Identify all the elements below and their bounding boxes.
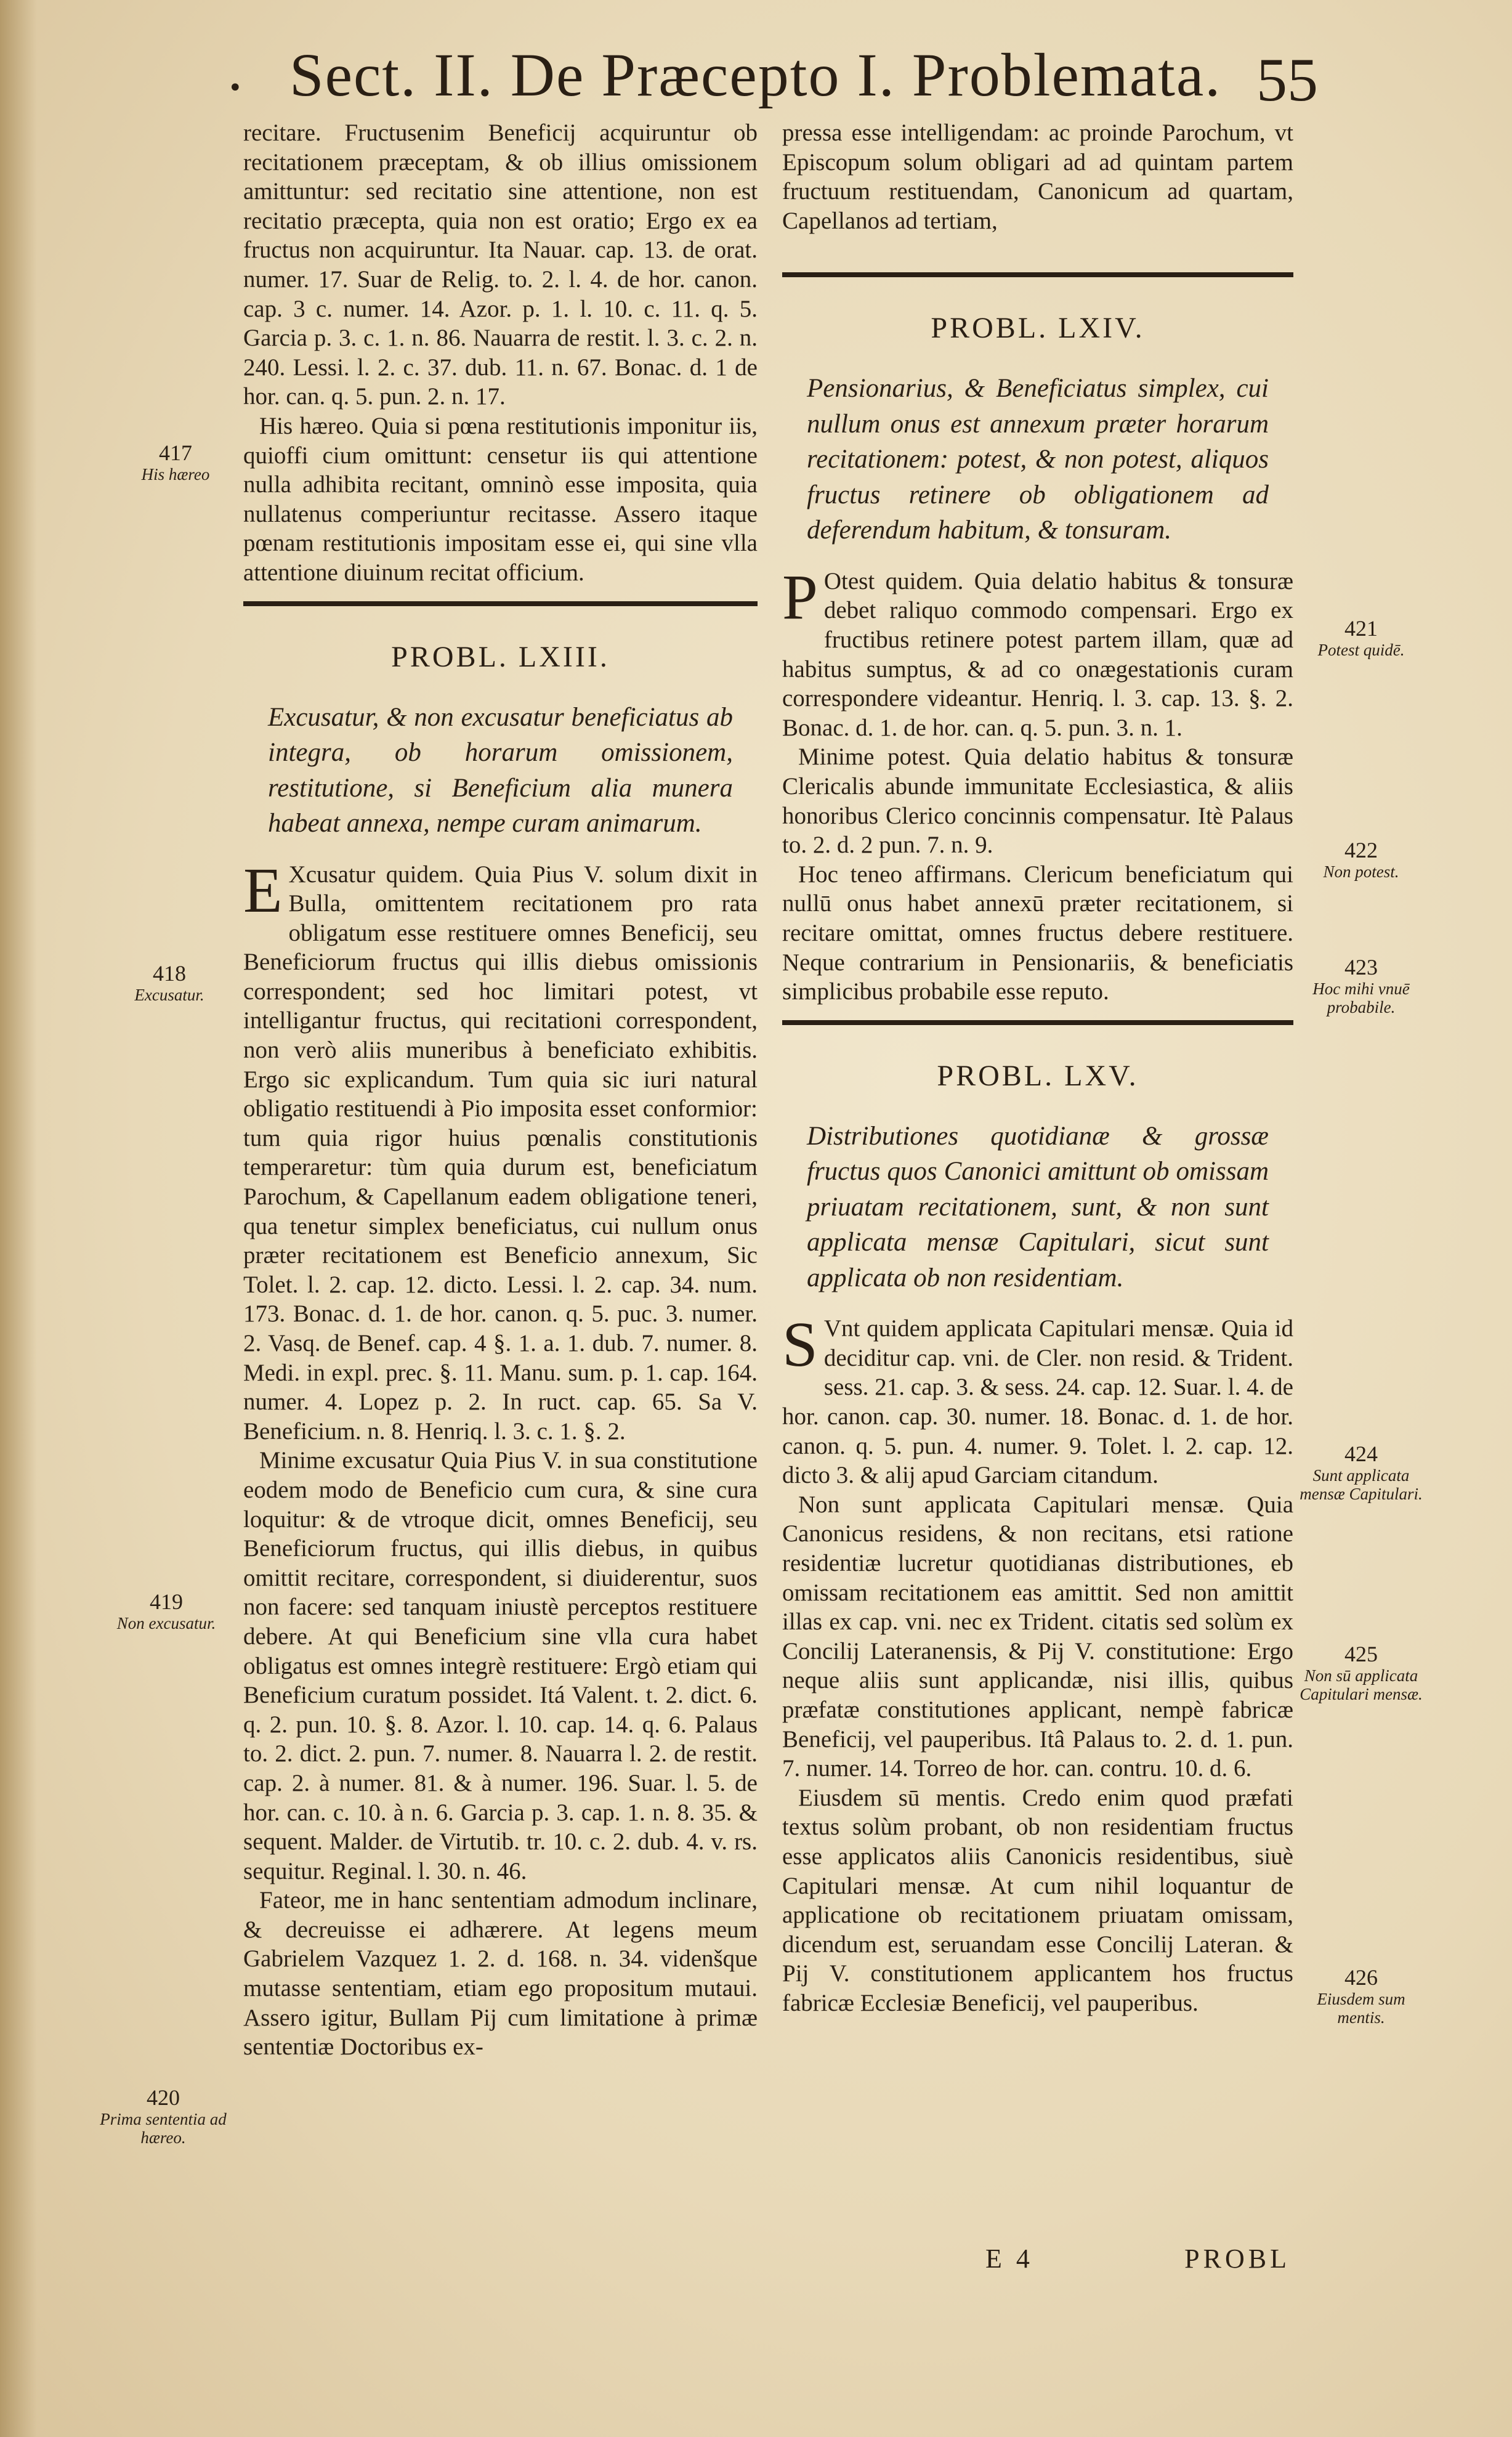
page-number: 55 bbox=[1256, 46, 1318, 114]
margin-note-text: His hæreo bbox=[141, 465, 210, 484]
margin-note bbox=[1296, 1442, 1426, 1503]
margin-note bbox=[102, 1589, 231, 1632]
paragraph-text: Otest quidem. Quia delatio habitus & tonsuræ debet raliquo commodo compensari. Ergo ex fructibus retinere potest partem illam, quæ ad habitus sumptus, & ad co onægestationis curam correspondere videantur. Henriq. l. 3. cap. 13. §. 2. Bonac. d. 1. de hor. can. q. 5. pun. 3. n. 1. bbox=[782, 567, 1293, 741]
problem-heading: PROBL. LXIII. bbox=[391, 640, 610, 673]
margin-note bbox=[1296, 1965, 1426, 2027]
margin-note-text: Potest quidē. bbox=[1317, 641, 1405, 659]
paragraph: His hæreo. Quia si pœna restitutionis imponitur iis, quioffi cium omittunt: censetur iis qui attentione nulla adhibita recitant, omninò esse imposita, quia nullatenus comperiuntur recitasse. Assero itaque pœnam restitutionis impositam esse ei, qui sine vlla attentione diuinum recitat officium. bbox=[243, 412, 758, 586]
margin-note-text: Non potest. bbox=[1323, 862, 1399, 881]
margin-note-number: 425 bbox=[1344, 1642, 1378, 1666]
margin-note-number: 426 bbox=[1344, 1965, 1378, 1990]
paragraph bbox=[782, 1309, 1293, 1490]
section-rule bbox=[243, 601, 758, 606]
margin-note-text: Excusatur. bbox=[134, 986, 204, 1004]
margin-note-number: 422 bbox=[1344, 838, 1378, 862]
margin-note bbox=[108, 961, 231, 1004]
drop-capital: P bbox=[782, 561, 818, 633]
paragraph: recitare. Fructusenim Beneficij acquiruntur ob recitationem præceptam, & ob illius omissionem amittuntur: sed recitatio sine attentione, non est recitatio præcepta, quia non est oratio; Ergo ex ea fructus non acquiruntur. Ita Nauar. cap. 13. de orat. numer. 17. Suar de Relig. to. 2. l. 4. de hor. canon. cap. 3 c. numer. 14. Azor. p. 1. l. 10. c. 11. q. 5. Garcia p. 3. c. 1. n. 86. Nauarra de restit. l. 3. c. 2. n. 240. Lessi. l. 2. c. 37. dub. 11. n. 67. Bonac. d. 1 de hor. can. q. 5. pun. 2. n. 17. bbox=[243, 120, 758, 410]
margin-note bbox=[1296, 616, 1426, 659]
margin-note bbox=[117, 440, 234, 484]
paragraph: Minime potest. Quia delatio habitus & tonsuræ Clericalis abunde immunitate Ecclesiastica, & aliis honoribus Clerico concinnis compensatur. Itè Palaus to. 2. d. 2 pun. 7. n. 9. bbox=[782, 744, 1293, 859]
right-column bbox=[782, 118, 1293, 2018]
margin-note bbox=[1296, 955, 1426, 1016]
problem-summary: Distributiones quotidianæ & grossæ fructus quos Canonici amittunt ob omissam priuatam recitationem, sunt, & non sunt applicata mensæ Capitulari, sicut sunt applicata ob non residentiam. bbox=[807, 1121, 1269, 1292]
paragraph: Non sunt applicata Capitulari mensæ. Quia Canonicus residens, & non recitans, etsi ratione residentiæ lucretur quotidianas distributiones, eb omissam recitationem eas amittit. Sed non amittit illas ex cap. vni. nec ex Trident. citatis sed solùm ex Concilij Lateranensis, & Pij V. constitutione: Ergo neque aliis sunt applicandæ, nisi illis, quibus præfatæ constitutiones applicant, nempè fabricæ Beneficij, vel pauperibus. Itâ Palaus to. 2. d. 1. pun. 7. numer. 14. Torreo de hor. can. contru. 10. d. 6. bbox=[782, 1491, 1293, 1782]
paragraph: Eiusdem sū mentis. Credo enim quod præfati textus solùm probant, ob non residentiam fructus esse applicatos aliis Canonicis residentibus, siuè Capitulari mensæ. At cum nihil loquantur de applicatione ob recitationem priuatam omissam, dicendum est, seruandam esse Concilij Lateran. & Pij V. constitutionem applicantem hos fructus fabricæ Ecclesiæ Beneficij, vel pauperibus. bbox=[782, 1784, 1293, 2016]
problem-summary: Excusatur, & non excusatur beneficiatus ab integra, ob horarum omissionem, restitutione, si Beneficium alia munera habeat annexa, nempe curam animarum. bbox=[268, 702, 733, 838]
margin-note-text: Prima sententia ad hæreo. bbox=[100, 2110, 227, 2147]
margin-note-number: 423 bbox=[1344, 955, 1378, 979]
drop-capital: S bbox=[782, 1309, 818, 1381]
running-head: Sect. II. De Præcepto I. Problemata. bbox=[289, 41, 1222, 109]
page-gutter-shadow bbox=[0, 0, 37, 2437]
section-rule bbox=[782, 1020, 1293, 1025]
paragraph: Fateor, me in hanc sententiam admodum inclinare, & decreuisse ei adhærere. At legens meum Gabrielem Vazquez 1. 2. d. 168. n. 34. videnšque mutasse sententiam, etiam ego propositum mutaui. Assero igitur, Bullam Pij cum limitatione à primæ sententiæ Doctoribus ex- bbox=[243, 1887, 758, 2061]
paragraph bbox=[243, 854, 758, 1446]
problem-heading: PROBL. LXV. bbox=[937, 1059, 1139, 1092]
catchword: PROBL bbox=[1184, 2244, 1290, 2274]
margin-note-text: Sunt applicata mensæ Capitulari. bbox=[1300, 1466, 1423, 1503]
margin-note-number: 417 bbox=[159, 440, 192, 465]
margin-note-number: 419 bbox=[150, 1589, 183, 1614]
signature-mark: E 4 bbox=[985, 2244, 1033, 2274]
margin-note-number: 420 bbox=[147, 2085, 180, 2110]
problem-summary: Pensionarius, & Beneficiatus simplex, cui nullum onus est annexum præter horarum recitationem: potest, & non potest, aliquos fructus retinere ob obligationem ad deferendum habitum, & tonsuram. bbox=[807, 374, 1269, 545]
paragraph bbox=[782, 561, 1293, 743]
section-rule bbox=[782, 272, 1293, 277]
margin-note-text: Eiusdem sum mentis. bbox=[1317, 1990, 1405, 2027]
paragraph: Minime excusatur Quia Pius V. in sua constitutione eodem modo de Beneficio cum cura, & sine cura loquitur: & de vtroque dicit, omnes Beneficij, seu Beneficiorum fructus, qui illis diebus, in quibus omittit recitare, correspondent, si diuiderentur, suos non facere: sed tanquam iniustè perceptos restituere debere. At qui Beneficium sine vlla cura habet obligatus est omnes integrè restituere: Ergò etiam qui Beneficium curatum possidet. Itá Valent. t. 2. dict. 6. q. 2. pun. 10. §. 8. Azor. l. 10. cap. 14. q. 6. Palaus to. 2. dict. 2. pun. 7. numer. 8. Nauarra l. 2. de restit. cap. 2. à numer. 81. & à numer. 196. Suar. l. 5. de hor. can. c. 10. à n. 6. Garcia p. 3. cap. 1. n. 8. 35. & sequent. Malder. de Virtutib. tr. 10. c. 2. dub. 4. v. rs. sequitur. Reginal. l. 30. n. 46. bbox=[243, 1447, 758, 1884]
margin-note bbox=[1296, 838, 1426, 881]
margin-note-number: 421 bbox=[1344, 616, 1378, 641]
problem-heading: PROBL. LXIV. bbox=[931, 312, 1145, 345]
left-column bbox=[243, 118, 758, 2062]
paragraph: pressa esse intelligendam: ac proinde Parochum, vt Episcopum solum obligari ad ad quintam partem fructuum restituendam, Canonicum ad quartam, Capellanos ad tertiam, bbox=[782, 120, 1293, 234]
paragraph-text: Xcusatur quidem. Quia Pius V. solum dixit in Bulla, omittentem recitationem pro rata obligatum esse restituere omnes Beneficij, seu Beneficiorum fructus qui illis diebus omissionis correspondent; sed hoc limitari potest, vt intelligantur fructus, qui recitationi correspondent, non verò aliis muneribus à beneficiato exhibitis. Ergo sic explicandum. Tum quia sic iuri natural obligatio restituendi à Pio imposita esset conformior: tum quia rigor huius pœnalis constitutionis temperaretur: tùm quia durum est, beneficiatum Parochum, & Capellanum eadem obligatione teneri, qua tenetur simplex beneficiatus, cui nullum onus præter recitationem est Beneficio annexum, Sic Tolet. l. 2. cap. 12. dicto. Lessi. l. 2. cap. 34. num. 173. Bonac. d. 1. de hor. canon. q. 5. puc. 3. numer. 2. Vasq. de Benef. cap. 4 §. 1. a. 1. dub. 7. numer. 8. Medi. in expl. prec. §. 11. Manu. sum. p. 1. cap. 164. numer. 4. Lopez p. 2. In ruct. cap. 65. Sa V. Beneficium. n. 8. Henriq. l. 3. c. 1. §. 2. bbox=[243, 861, 758, 1445]
margin-note bbox=[99, 2085, 228, 2147]
margin-note-number: 418 bbox=[153, 961, 186, 986]
margin-note-number: 424 bbox=[1344, 1442, 1378, 1466]
paragraph: Hoc teneo affirmans. Clericum beneficiatum qui nullū onus habet annexū præter recitationem, si recitare omittat, omnes fructus debere restituere. Neque contrarium in Pensionariis, & beneficiatis simplicibus probabile esse reputo. bbox=[782, 861, 1293, 1005]
paragraph-text: Vnt quidem applicata Capitulari mensæ. Quia id deciditur cap. vni. de Cler. non resid. & Trident. sess. 21. cap. 3. & sess. 24. cap. 12. Suar. l. 4. de hor. canon. cap. 30. numer. 18. Bonac. d. 1. de hor. canon. q. 5. pun. 4. numer. 9. Tolet. l. 2. cap. 12. dicto 3. & alij apud Garciam citandum. bbox=[782, 1315, 1293, 1489]
ornament-dot: • bbox=[228, 74, 243, 102]
margin-note bbox=[1296, 1642, 1426, 1703]
margin-note-text: Hoc mihi vnuē probabile. bbox=[1312, 979, 1410, 1016]
margin-note-text: Non sū applicata Capitulari mensæ. bbox=[1300, 1666, 1423, 1703]
margin-note-text: Non excusatur. bbox=[116, 1614, 216, 1632]
drop-capital: E bbox=[243, 854, 283, 926]
